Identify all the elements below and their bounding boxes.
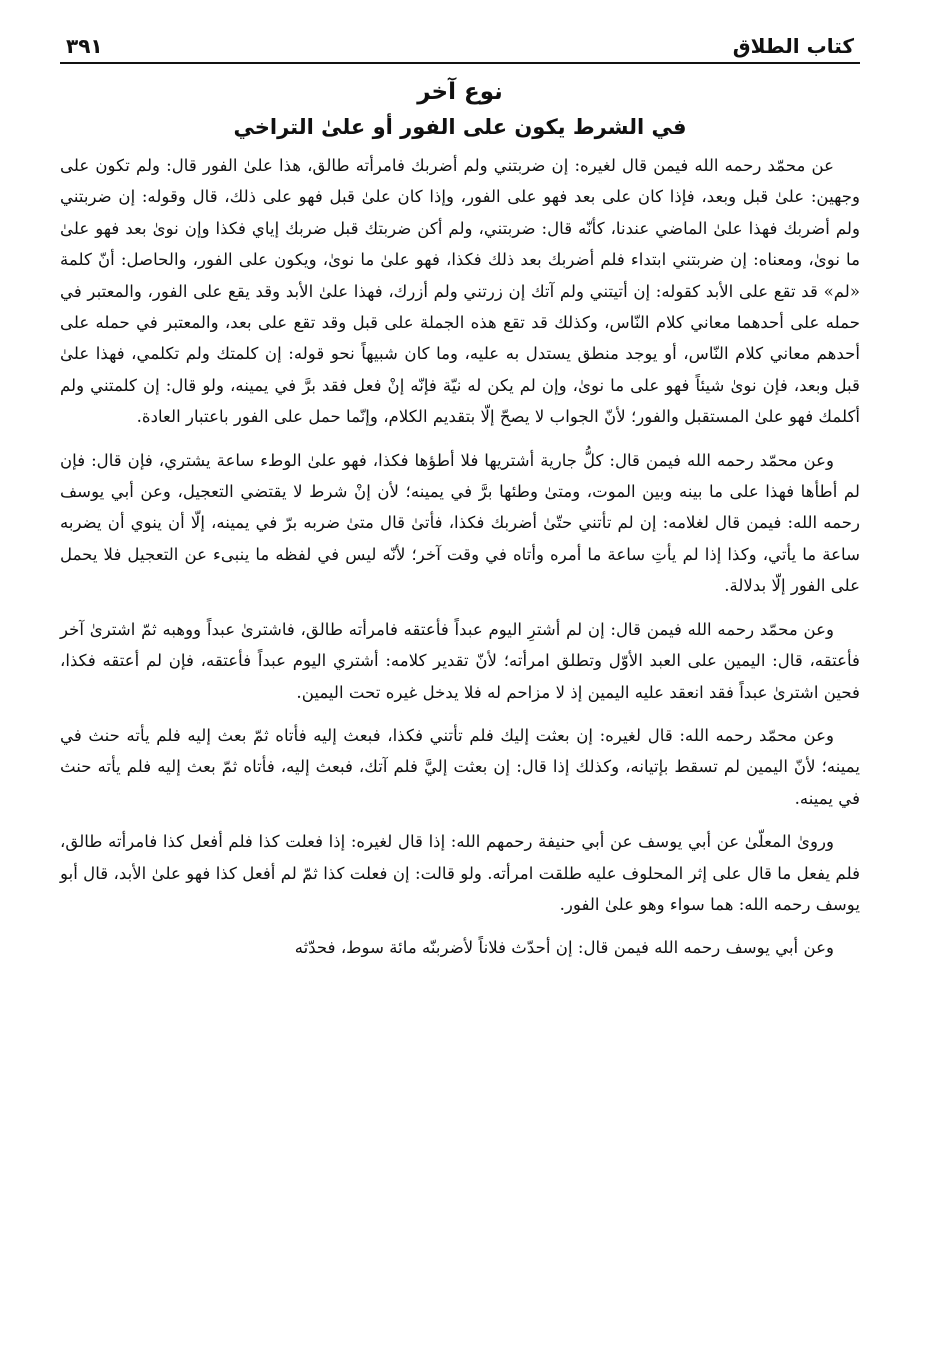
running-header	[60, 18, 860, 64]
section-subheading: في الشرط يكون على الفور أو علىٰ التراخي	[233, 115, 687, 139]
body-text	[60, 150, 860, 964]
paragraph-5: وروىٰ المعلّىٰ عن أبي يوسف عن أبي حنيفة رحمهم الله: إذا قال لغيره: إذا فعلت كذا فلم أفعل كذا فامرأته طالق، فلم يفعل ما قال على إثر المحلوف عليه طلقت امرأته. ولو قالت: إن فعلت كذا ثمّ لم أفعل كذا فهو علىٰ الأبد، قال أبو يوسف رحمه الله: هما سواء وهو علىٰ الفور.	[60, 832, 860, 914]
section-heading: نوع آخر	[417, 79, 503, 105]
page-number: ٣٩١	[66, 34, 103, 58]
paragraph-3: وعن محمّد رحمه الله فيمن قال: إن لم أشترِ اليوم عبداً فأعتقه فامرأته طالق، فاشترىٰ عبداً ووهبه ثمّ اشترىٰ آخر فأعتقه، قال: اليمين على العبد الأوّل وتطلق امرأته؛ لأنّ تقدير كلامه: أشتري اليوم عبداً فأعتقه، فإن لم أعتقه فكذا، فحين اشترىٰ عبداً فقد انعقد عليه اليمين إذ لا مزاحم له فلا يدخل غيره تحت اليمين.	[60, 619, 860, 702]
chapter-headings	[60, 74, 860, 144]
book-title: كتاب الطلاق	[732, 34, 854, 58]
paragraph-2: وعن محمّد رحمه الله فيمن قال: كلُّ جارية أشتريها فلا أطؤها فكذا، فهو علىٰ الوطء ساعة يشتري، فإن قال: فإن لم أطأها فهذا على ما بينه وبين الموت، ومتىٰ وطئها برَّ في يمينه؛ لأن إنْ شرط لا يقتضي التعجيل، وعن أبي يوسف رحمه الله: فيمن قال لغلامه: إن لم تأتني حتّىٰ أضربك فكذا، فأتىٰ قال متىٰ ضربه برّ في يمينه، إلّا أن ينوي أن يضربه ساعة ما يأتي، وكذا إذا لم يأتِ ساعة ما أمره وأتاه في وقت آخر؛ لأنّه ليس في لفظه ما ينبىء عن التعجيل فلا يحمل على الفور إلّا بدلالة.	[60, 450, 860, 596]
paragraph-1: عن محمّد رحمه الله فيمن قال لغيره: إن ضربتني ولم أضربك فامرأته طالق، هذا علىٰ الفور قال: ولم تكون على وجهين: علىٰ قبل وبعد، فإذا كان على بعد فهو على الفور، وإذا كان علىٰ قبل فهو على ذلك، قال وقوله: إن ضربتني ولم أضربك فهذا علىٰ الماضي عندنا، كأنّه قال: ضربتني، ولم أكن ضربتك قبل ضربك إياي فكذا وإن نوىٰ بعد فهو علىٰ ما نوىٰ، ومعناه: إن ضربتني ابتداء فلم أضربك بعد ذلك فكذا، فهو علىٰ ما نوىٰ، ويكون على الفور، والحاصل: أنّ كلمة «لم» قد تقع على الأبد كقوله: إن أتيتني ولم آتك إن زرتني ولم أزرك، فهذا علىٰ الأبد وقد يقع على الفور، والمعتبر في حمله على أحدهما معاني كلام النّاس، وكذلك قد تقع هذه الجملة على قبل وقد تقع على بعد، والمعتبر في حمله على أحدهم معاني كلام النّاس، أو يوجد منطق يستدل به عليه، وما كان شبيهاً نحو قوله: إن كلمتك ولم تكلمي، فهذا علىٰ قبل وبعد، فإن نوىٰ شيئاً فهو على ما نوىٰ، وإن لم يكن له نيّة فإنّه إنْ فعل فقد برَّ في يمينه، ولو قال: إن كلمتني ولم أكلمك فهو علىٰ المستقبل والفور؛ لأنّ الجواب لا يصحّ إلّا بتقديم الكلام، وإنّما حمل على الفور باعتبار العادة.	[60, 156, 860, 427]
paragraph-6: وعن أبي يوسف رحمه الله فيمن قال: إن أحدّث فلاناً لأضربنّه مائة سوط، فحدّثه	[294, 938, 834, 958]
document-page	[60, 18, 860, 976]
paragraph-4: وعن محمّد رحمه الله: قال لغيره: إن بعثت إليك فلم تأتني فكذا، فبعث إليه فأتاه ثمّ بعث إليه فلم يأته حنث في يمينه؛ لأنّ اليمين لم تسقط بإتيانه، وكذلك إذا قال: إن بعثت إليَّ فلم آتك، فبعث إليه، فأتاه ثمّ بعث إليه فلم يأته حنث في يمينه.	[60, 725, 860, 808]
